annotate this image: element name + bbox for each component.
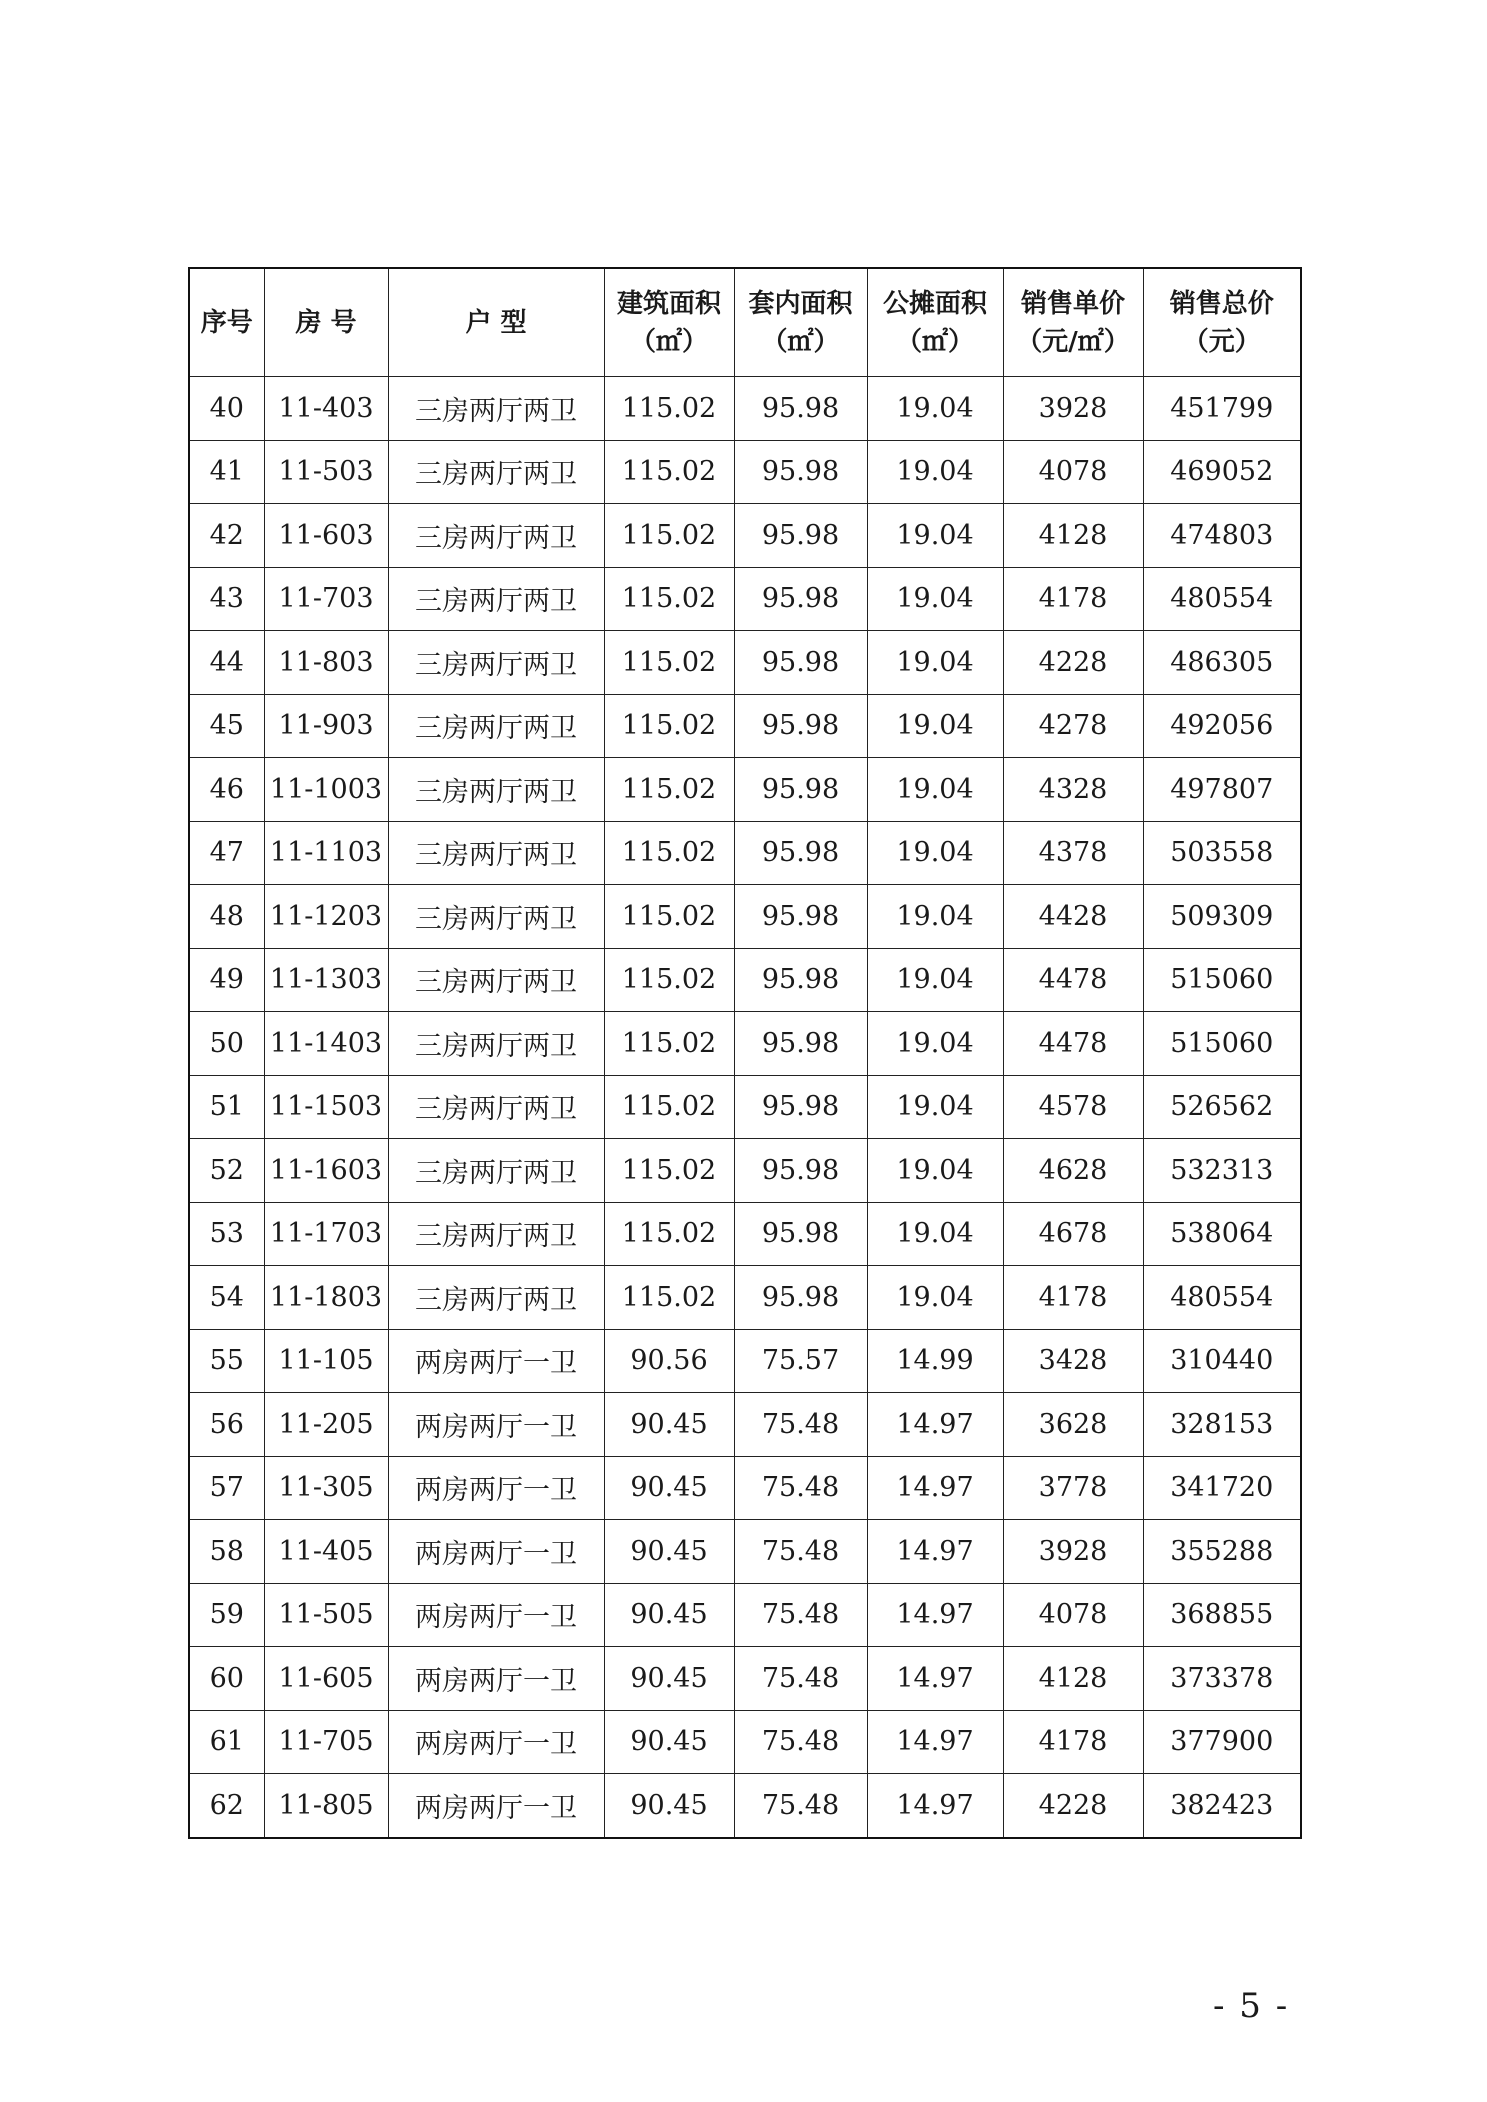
cell-layout: 三房两厅两卫: [388, 1012, 604, 1076]
cell-shared-area: 19.04: [867, 1202, 1003, 1266]
cell-unit-price: 4278: [1003, 694, 1143, 758]
cell-layout: 两房两厅一卫: [388, 1774, 604, 1838]
table-row: [189, 1393, 1301, 1457]
cell-building-area: 115.02: [604, 1202, 734, 1266]
cell-index: 45: [189, 694, 264, 758]
table-row: [189, 504, 1301, 568]
cell-layout: 三房两厅两卫: [388, 758, 604, 822]
header-label: 销售总价: [1169, 288, 1274, 319]
cell-total-price: 328153: [1143, 1393, 1301, 1457]
cell-index: 42: [189, 504, 264, 568]
cell-unit-price: 4078: [1003, 1583, 1143, 1647]
cell-total-price: 509309: [1143, 885, 1301, 949]
cell-inner-area: 75.48: [734, 1520, 867, 1584]
cell-index: 57: [189, 1456, 264, 1520]
cell-shared-area: 19.04: [867, 758, 1003, 822]
cell-shared-area: 14.97: [867, 1520, 1003, 1584]
cell-inner-area: 95.98: [734, 504, 867, 568]
cell-shared-area: 19.04: [867, 694, 1003, 758]
cell-layout: 三房两厅两卫: [388, 567, 604, 631]
cell-total-price: 382423: [1143, 1774, 1301, 1838]
cell-layout: 三房两厅两卫: [388, 821, 604, 885]
cell-building-area: 90.45: [604, 1393, 734, 1457]
table-row: [189, 1456, 1301, 1520]
header-unit: （㎡）: [629, 326, 708, 357]
cell-room-number: 11-603: [264, 504, 388, 568]
cell-unit-price: 4178: [1003, 567, 1143, 631]
cell-shared-area: 14.97: [867, 1647, 1003, 1711]
header-label: 套内面积: [748, 288, 853, 319]
cell-building-area: 115.02: [604, 567, 734, 631]
cell-unit-price: 4428: [1003, 885, 1143, 949]
cell-total-price: 480554: [1143, 567, 1301, 631]
cell-shared-area: 14.97: [867, 1456, 1003, 1520]
cell-unit-price: 4228: [1003, 631, 1143, 695]
cell-unit-price: 4178: [1003, 1710, 1143, 1774]
header-unit-price: [1003, 268, 1143, 377]
header-layout: [388, 268, 604, 377]
table-row: [189, 440, 1301, 504]
cell-total-price: 486305: [1143, 631, 1301, 695]
cell-layout: 三房两厅两卫: [388, 1075, 604, 1139]
cell-shared-area: 19.04: [867, 567, 1003, 631]
header-room-number: [264, 268, 388, 377]
cell-room-number: 11-503: [264, 440, 388, 504]
header-building-area: [604, 268, 734, 377]
cell-inner-area: 95.98: [734, 1139, 867, 1203]
cell-building-area: 115.02: [604, 440, 734, 504]
cell-building-area: 115.02: [604, 694, 734, 758]
cell-total-price: 515060: [1143, 1012, 1301, 1076]
table-row: [189, 1710, 1301, 1774]
cell-room-number: 11-605: [264, 1647, 388, 1711]
header-label: 房 号: [295, 307, 357, 338]
cell-room-number: 11-1803: [264, 1266, 388, 1330]
header-label: 公摊面积: [882, 288, 987, 319]
cell-layout: 两房两厅一卫: [388, 1710, 604, 1774]
cell-inner-area: 95.98: [734, 1075, 867, 1139]
cell-layout: 三房两厅两卫: [388, 948, 604, 1012]
cell-index: 51: [189, 1075, 264, 1139]
cell-room-number: 11-1403: [264, 1012, 388, 1076]
cell-unit-price: 3628: [1003, 1393, 1143, 1457]
cell-room-number: 11-205: [264, 1393, 388, 1457]
cell-room-number: 11-903: [264, 694, 388, 758]
cell-index: 44: [189, 631, 264, 695]
cell-layout: 三房两厅两卫: [388, 504, 604, 568]
cell-building-area: 115.02: [604, 1266, 734, 1330]
cell-index: 47: [189, 821, 264, 885]
cell-shared-area: 14.99: [867, 1329, 1003, 1393]
cell-room-number: 11-1503: [264, 1075, 388, 1139]
cell-unit-price: 4328: [1003, 758, 1143, 822]
cell-layout: 两房两厅一卫: [388, 1583, 604, 1647]
cell-building-area: 115.02: [604, 1075, 734, 1139]
cell-layout: 两房两厅一卫: [388, 1329, 604, 1393]
cell-index: 43: [189, 567, 264, 631]
cell-inner-area: 75.48: [734, 1583, 867, 1647]
cell-inner-area: 75.57: [734, 1329, 867, 1393]
cell-total-price: 532313: [1143, 1139, 1301, 1203]
cell-inner-area: 95.98: [734, 758, 867, 822]
cell-index: 48: [189, 885, 264, 949]
cell-index: 60: [189, 1647, 264, 1711]
table-row: [189, 1266, 1301, 1330]
cell-inner-area: 75.48: [734, 1393, 867, 1457]
cell-total-price: 341720: [1143, 1456, 1301, 1520]
cell-shared-area: 19.04: [867, 1012, 1003, 1076]
page-number: - 5 -: [1213, 1986, 1290, 2026]
cell-inner-area: 95.98: [734, 694, 867, 758]
table-row: [189, 567, 1301, 631]
cell-building-area: 115.02: [604, 948, 734, 1012]
cell-building-area: 115.02: [604, 1012, 734, 1076]
cell-inner-area: 75.48: [734, 1647, 867, 1711]
table-row: [189, 758, 1301, 822]
cell-layout: 三房两厅两卫: [388, 694, 604, 758]
cell-index: 59: [189, 1583, 264, 1647]
cell-layout: 三房两厅两卫: [388, 440, 604, 504]
cell-index: 49: [189, 948, 264, 1012]
cell-building-area: 115.02: [604, 885, 734, 949]
header-unit: （㎡）: [761, 326, 840, 357]
header-unit: （元）: [1182, 326, 1261, 357]
cell-shared-area: 19.04: [867, 821, 1003, 885]
cell-building-area: 115.02: [604, 377, 734, 441]
cell-unit-price: 4128: [1003, 1647, 1143, 1711]
table-row: [189, 885, 1301, 949]
cell-total-price: 492056: [1143, 694, 1301, 758]
table-row: [189, 694, 1301, 758]
cell-shared-area: 19.04: [867, 1139, 1003, 1203]
cell-shared-area: 19.04: [867, 1075, 1003, 1139]
header-shared-area: [867, 268, 1003, 377]
cell-building-area: 115.02: [604, 631, 734, 695]
cell-layout: 两房两厅一卫: [388, 1520, 604, 1584]
header-label: 户 型: [465, 307, 527, 338]
cell-inner-area: 95.98: [734, 377, 867, 441]
cell-inner-area: 95.98: [734, 821, 867, 885]
cell-building-area: 90.56: [604, 1329, 734, 1393]
cell-inner-area: 95.98: [734, 948, 867, 1012]
header-unit: （元/㎡）: [1016, 326, 1130, 357]
cell-total-price: 373378: [1143, 1647, 1301, 1711]
cell-total-price: 368855: [1143, 1583, 1301, 1647]
cell-total-price: 474803: [1143, 504, 1301, 568]
cell-layout: 三房两厅两卫: [388, 377, 604, 441]
cell-room-number: 11-705: [264, 1710, 388, 1774]
cell-index: 62: [189, 1774, 264, 1838]
cell-index: 53: [189, 1202, 264, 1266]
table-row: [189, 821, 1301, 885]
cell-shared-area: 19.04: [867, 440, 1003, 504]
cell-layout: 两房两厅一卫: [388, 1456, 604, 1520]
cell-building-area: 90.45: [604, 1647, 734, 1711]
cell-total-price: 451799: [1143, 377, 1301, 441]
cell-building-area: 90.45: [604, 1774, 734, 1838]
header-inner-area: [734, 268, 867, 377]
table-row: [189, 1075, 1301, 1139]
header-label: 销售单价: [1020, 288, 1125, 319]
cell-total-price: 355288: [1143, 1520, 1301, 1584]
cell-building-area: 90.45: [604, 1710, 734, 1774]
table-row: [189, 1329, 1301, 1393]
table-row: [189, 1202, 1301, 1266]
cell-shared-area: 19.04: [867, 631, 1003, 695]
cell-inner-area: 95.98: [734, 885, 867, 949]
cell-unit-price: 3428: [1003, 1329, 1143, 1393]
header-label: 建筑面积: [616, 288, 721, 319]
cell-inner-area: 95.98: [734, 567, 867, 631]
cell-room-number: 11-1203: [264, 885, 388, 949]
cell-inner-area: 95.98: [734, 1266, 867, 1330]
cell-room-number: 11-703: [264, 567, 388, 631]
cell-room-number: 11-505: [264, 1583, 388, 1647]
cell-layout: 三房两厅两卫: [388, 1266, 604, 1330]
cell-inner-area: 95.98: [734, 1202, 867, 1266]
cell-unit-price: 3928: [1003, 1520, 1143, 1584]
cell-inner-area: 95.98: [734, 1012, 867, 1076]
cell-layout: 三房两厅两卫: [388, 1139, 604, 1203]
header-total-price: [1143, 268, 1301, 377]
cell-total-price: 377900: [1143, 1710, 1301, 1774]
cell-total-price: 526562: [1143, 1075, 1301, 1139]
cell-total-price: 538064: [1143, 1202, 1301, 1266]
cell-total-price: 503558: [1143, 821, 1301, 885]
table-row: [189, 1012, 1301, 1076]
table-row: [189, 1139, 1301, 1203]
cell-index: 54: [189, 1266, 264, 1330]
cell-index: 55: [189, 1329, 264, 1393]
cell-index: 50: [189, 1012, 264, 1076]
cell-shared-area: 14.97: [867, 1393, 1003, 1457]
cell-shared-area: 19.04: [867, 1266, 1003, 1330]
header-index: [189, 268, 264, 377]
table-row: [189, 1583, 1301, 1647]
cell-total-price: 480554: [1143, 1266, 1301, 1330]
cell-index: 58: [189, 1520, 264, 1584]
cell-shared-area: 14.97: [867, 1710, 1003, 1774]
cell-building-area: 90.45: [604, 1456, 734, 1520]
cell-room-number: 11-803: [264, 631, 388, 695]
cell-unit-price: 4678: [1003, 1202, 1143, 1266]
cell-inner-area: 75.48: [734, 1774, 867, 1838]
cell-shared-area: 19.04: [867, 504, 1003, 568]
cell-room-number: 11-1603: [264, 1139, 388, 1203]
cell-total-price: 515060: [1143, 948, 1301, 1012]
cell-room-number: 11-405: [264, 1520, 388, 1584]
cell-room-number: 11-1003: [264, 758, 388, 822]
cell-building-area: 115.02: [604, 1139, 734, 1203]
table-body: [189, 377, 1301, 1838]
cell-unit-price: 4578: [1003, 1075, 1143, 1139]
cell-layout: 两房两厅一卫: [388, 1393, 604, 1457]
cell-room-number: 11-305: [264, 1456, 388, 1520]
cell-unit-price: 3778: [1003, 1456, 1143, 1520]
header-unit: （㎡）: [895, 326, 974, 357]
table-header-row: [189, 268, 1301, 377]
table-row: [189, 1774, 1301, 1838]
cell-unit-price: 4478: [1003, 1012, 1143, 1076]
cell-index: 52: [189, 1139, 264, 1203]
cell-room-number: 11-1103: [264, 821, 388, 885]
cell-unit-price: 4478: [1003, 948, 1143, 1012]
cell-building-area: 115.02: [604, 504, 734, 568]
cell-unit-price: 4228: [1003, 1774, 1143, 1838]
cell-layout: 三房两厅两卫: [388, 885, 604, 949]
cell-inner-area: 75.48: [734, 1710, 867, 1774]
table-row: [189, 1647, 1301, 1711]
header-label: 序号: [200, 307, 253, 338]
cell-shared-area: 14.97: [867, 1583, 1003, 1647]
cell-shared-area: 14.97: [867, 1774, 1003, 1838]
cell-unit-price: 3928: [1003, 377, 1143, 441]
cell-shared-area: 19.04: [867, 885, 1003, 949]
cell-shared-area: 19.04: [867, 377, 1003, 441]
cell-room-number: 11-805: [264, 1774, 388, 1838]
price-table: [188, 267, 1302, 1839]
cell-index: 61: [189, 1710, 264, 1774]
cell-index: 41: [189, 440, 264, 504]
cell-building-area: 115.02: [604, 758, 734, 822]
cell-unit-price: 4178: [1003, 1266, 1143, 1330]
cell-shared-area: 19.04: [867, 948, 1003, 1012]
cell-unit-price: 4128: [1003, 504, 1143, 568]
cell-building-area: 90.45: [604, 1520, 734, 1584]
cell-room-number: 11-1703: [264, 1202, 388, 1266]
cell-room-number: 11-403: [264, 377, 388, 441]
table-row: [189, 631, 1301, 695]
cell-inner-area: 75.48: [734, 1456, 867, 1520]
cell-unit-price: 4078: [1003, 440, 1143, 504]
cell-layout: 三房两厅两卫: [388, 1202, 604, 1266]
cell-index: 40: [189, 377, 264, 441]
cell-total-price: 469052: [1143, 440, 1301, 504]
cell-total-price: 310440: [1143, 1329, 1301, 1393]
cell-inner-area: 95.98: [734, 631, 867, 695]
cell-room-number: 11-1303: [264, 948, 388, 1012]
cell-layout: 三房两厅两卫: [388, 631, 604, 695]
cell-unit-price: 4628: [1003, 1139, 1143, 1203]
table-row: [189, 377, 1301, 441]
cell-index: 56: [189, 1393, 264, 1457]
cell-total-price: 497807: [1143, 758, 1301, 822]
cell-layout: 两房两厅一卫: [388, 1647, 604, 1711]
cell-room-number: 11-105: [264, 1329, 388, 1393]
table-row: [189, 1520, 1301, 1584]
cell-unit-price: 4378: [1003, 821, 1143, 885]
cell-inner-area: 95.98: [734, 440, 867, 504]
cell-building-area: 90.45: [604, 1583, 734, 1647]
table-row: [189, 948, 1301, 1012]
cell-index: 46: [189, 758, 264, 822]
cell-building-area: 115.02: [604, 821, 734, 885]
